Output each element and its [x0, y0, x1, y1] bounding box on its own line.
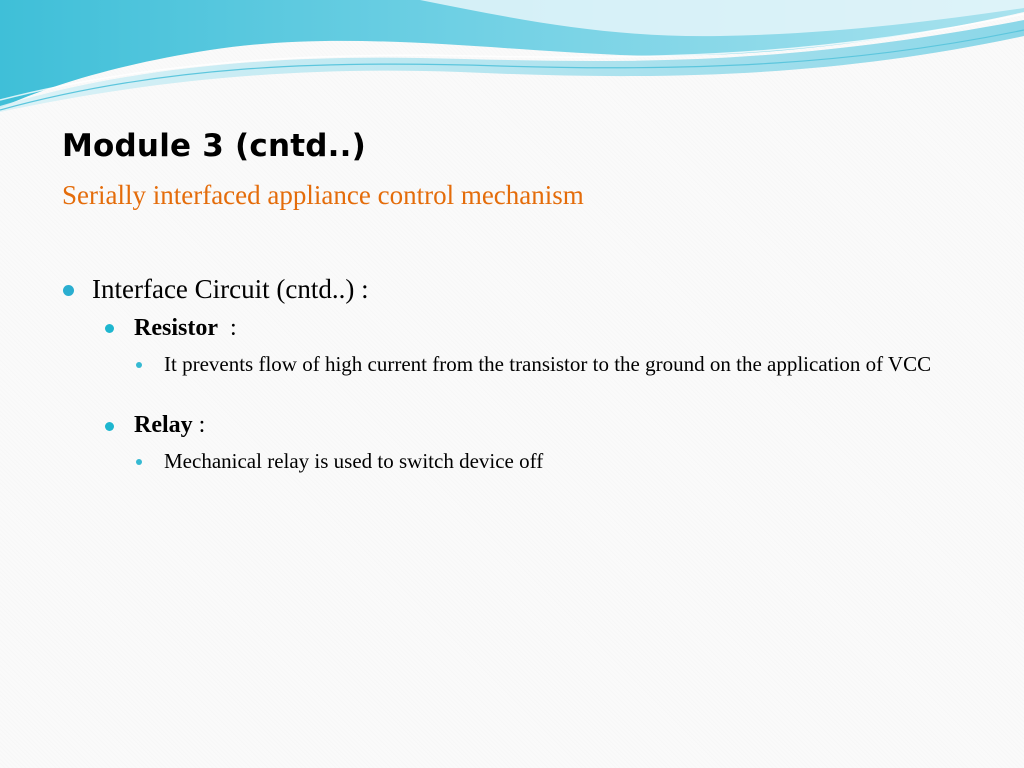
resistor-detail: It prevents flow of high current from the transistor to the ground on the application of VCC	[164, 352, 932, 376]
header-wave-decoration	[0, 0, 1024, 120]
bullet-resistor	[134, 315, 237, 342]
bullet-dot-icon	[136, 459, 142, 465]
relay-suffix: :	[192, 412, 206, 438]
slide-subtitle: Serially interfaced appliance control mechanism	[62, 180, 584, 210]
bullet-dot-icon	[136, 362, 142, 368]
relay-detail: Mechanical relay is used to switch device off	[164, 449, 544, 473]
bullet-dot-icon	[63, 285, 74, 296]
bullet-relay	[134, 412, 205, 439]
bullet-dot-icon	[105, 324, 114, 333]
bullet-interface-circuit: Interface Circuit (cntd..) :	[92, 274, 369, 304]
slide-title: Module 3 (cntd..)	[62, 128, 366, 164]
bullet-dot-icon	[105, 422, 114, 431]
resistor-label: Resistor	[134, 315, 218, 341]
resistor-suffix: :	[217, 315, 237, 341]
relay-label: Relay	[134, 412, 193, 438]
